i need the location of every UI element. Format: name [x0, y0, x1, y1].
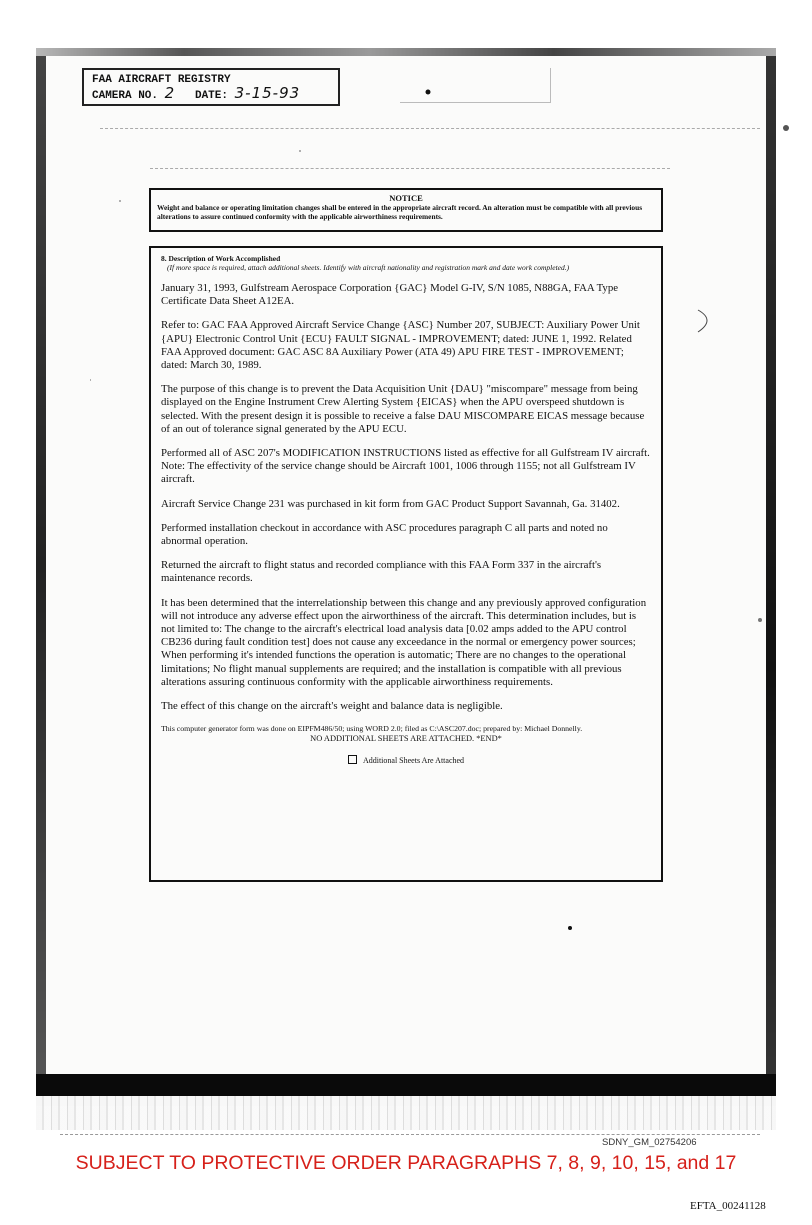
paragraph-modification: Performed all of ASC 207's MODIFICATION INSTRUCTIONS listed as effective for all Gulfstream IV aircraft. Note: The effectivity of the service change should be Aircraft 1001, 1006 through 1155; not all Gulfstream IV aircraft. — [161, 447, 650, 486]
paragraph-weight-balance: The effect of this change on the aircraft's weight and balance data is negligible. — [161, 700, 503, 713]
camera-label: CAMERA NO. — [92, 90, 159, 102]
stamp-shadow-box — [400, 68, 551, 103]
bates-number: SDNY_GM_02754206 — [602, 1137, 697, 1148]
paragraph-checkout: Performed installation checkout in accordance with ASC procedures paragraph C all parts and noted no abnormal operation. — [161, 521, 608, 548]
paragraph-kit: Aircraft Service Change 231 was purchased in kit form from GAC Product Support Savannah, Ga. 31402. — [161, 497, 620, 510]
checkbox-label: Additional Sheets Are Attached — [362, 756, 465, 766]
efta-number: EFTA_00241128 — [690, 1200, 766, 1212]
additional-sheets-checkbox-row — [161, 754, 651, 767]
form-footer-note — [161, 724, 651, 744]
prepared-by-note: This computer generator form was done on EIPFM486/50; using WORD 2.0; filed as C:\ASC207.doc; prepared by: Michael Donnelly. — [161, 724, 583, 734]
paragraph-return-to-service: Returned the aircraft to flight status and recorded compliance with this FAA Form 337 in the aircraft's maintenance records. — [161, 559, 602, 585]
section-heading — [161, 254, 651, 272]
scan-rule — [150, 168, 670, 169]
date-label: DATE: — [194, 90, 228, 102]
stamp-camera-date-line — [92, 84, 330, 103]
paragraph-reference: Refer to: GAC FAA Approved Aircraft Service Change {ASC} Number 207, SUBJECT: Auxiliary Power Unit {APU} Electronic Control Unit {ECU} FAULT SIGNAL - IMPROVEMENT; dated: JUNE 1, 1992. Related FAA Approved document: GAC ASC 8A Auxiliary Power (ATA 49) APU FIRE TEST - IMPROVEMENT; dated: March 30, 1989. — [161, 319, 640, 372]
faa-registry-stamp — [82, 68, 340, 106]
scan-rule — [100, 128, 760, 129]
paragraph-determination: It has been determined that the interrelationship between this change and any previously approved configuration will not introduce any adverse effect upon the airworthiness of the aircraft. This determination includes, but is not limited to: The change to the aircraft's electrical load analysis data [0.02 amps added to the APU control CB236 during fault condition test] does not cause any exceedance in the normal or emergency power sources; When performing it's intended functions the operation is automatic; There are no changes to the operational limitations; No flight manual supplements are required; and the installation is compatible with all previous alterations assuring continuous conformity with the applicable airworthiness requirements. — [161, 596, 647, 688]
protective-order-banner: SUBJECT TO PROTECTIVE ORDER PARAGRAPHS 7, 8, 9, 10, 15, and 17 — [75, 1152, 737, 1174]
stamp-title: FAA AIRCRAFT REGISTRY — [92, 74, 231, 86]
section-subtitle: (If more space is required, attach additional sheets. Identify with aircraft nationality and registration mark and date work completed.) — [167, 263, 570, 272]
stamp-date: 3-15-93 — [234, 84, 301, 102]
notice-box — [149, 188, 663, 232]
camera-number: 2 — [164, 84, 176, 102]
notice-title: NOTICE — [389, 193, 423, 203]
paragraph-purpose: The purpose of this change is to prevent the Data Acquisition Unit {DAU} "miscompare" message from being displayed on the Engine Instrument Crew Alerting System {EICAS} when the APU overspeed shutdown is selected. With the present design it is possible to receive a false DAU MISCOMPARE EICAS message because of an out of tolerance signal generated by the APU ECU. — [161, 383, 645, 435]
end-marker: NO ADDITIONAL SHEETS ARE ATTACHED. *END* — [310, 734, 502, 744]
bates-rule — [60, 1134, 760, 1135]
section-title: 8. Description of Work Accomplished — [161, 254, 281, 263]
description-of-work-box — [149, 246, 663, 882]
paragraph-aircraft: January 31, 1993, Gulfstream Aerospace Corporation {GAC} Model G-IV, S/N 1085, N88GA, FAA Type Certificate Data Sheet A12EA. — [161, 282, 619, 308]
notice-text: Weight and balance or operating limitation changes shall be entered in the appropriate aircraft record. An alteration must be compatible with all previous alterations to assure continued conformity with the applicable airworthiness requirements. — [157, 203, 643, 221]
additional-sheets-checkbox — [348, 755, 357, 764]
